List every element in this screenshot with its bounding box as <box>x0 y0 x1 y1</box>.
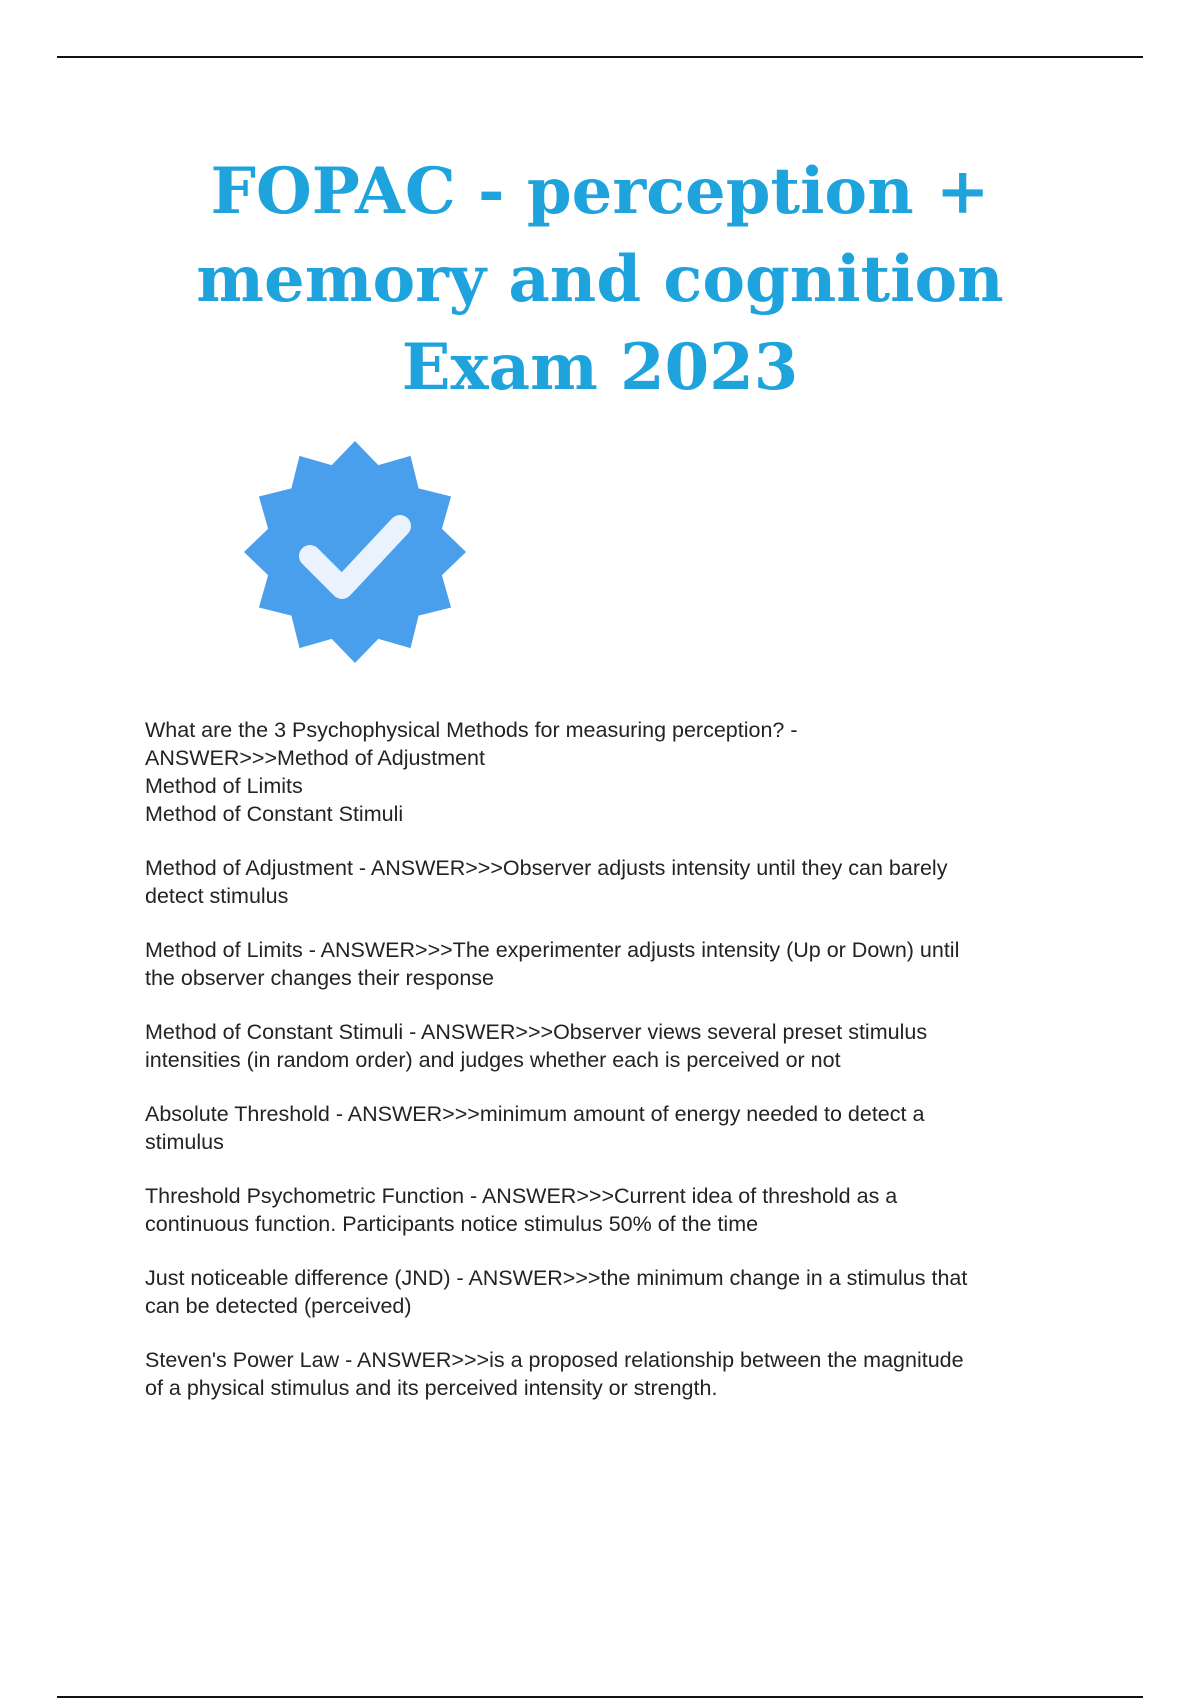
qa-entry-line: ANSWER>>>Method of Adjustment <box>145 746 485 770</box>
qa-entry-line: Method of Adjustment - ANSWER>>>Observer adjusts intensity until they can barely <box>145 856 948 880</box>
qa-entry-line: Method of Constant Stimuli <box>145 802 404 826</box>
verified-check-badge-graphic <box>242 440 468 664</box>
badge-star-shape <box>244 441 466 663</box>
qa-entry <box>145 1346 1085 1402</box>
qa-entry-line: of a physical stimulus and its perceived intensity or strength. <box>145 1376 718 1400</box>
qa-entry-line: stimulus <box>145 1130 224 1154</box>
qa-entry <box>145 1100 1085 1156</box>
qa-entry-line: continuous function. Participants notice stimulus 50% of the time <box>145 1212 759 1236</box>
qa-entry <box>145 716 1085 828</box>
qa-entry-line: Absolute Threshold - ANSWER>>>minimum amount of energy needed to detect a <box>145 1102 925 1126</box>
title-line: Exam 2023 <box>401 330 799 405</box>
qa-entry-line: Steven's Power Law - ANSWER>>>is a proposed relationship between the magnitude <box>145 1348 964 1372</box>
document-title <box>0 148 1200 412</box>
qa-entry <box>145 854 1085 910</box>
qa-entry-line: Just noticeable difference (JND) - ANSWER>>>the minimum change in a stimulus that <box>145 1266 968 1290</box>
qa-entry-line: detect stimulus <box>145 884 289 908</box>
qa-entry <box>145 1182 1085 1238</box>
qa-entry-line: the observer changes their response <box>145 966 494 990</box>
qa-entry-line: Method of Constant Stimuli - ANSWER>>>Observer views several preset stimulus <box>145 1020 928 1044</box>
qa-entry-line: Method of Limits <box>145 774 303 798</box>
qa-entry-line: Threshold Psychometric Function - ANSWER>>>Current idea of threshold as a <box>145 1184 898 1208</box>
top-rule <box>57 56 1143 58</box>
title-line: memory and cognition <box>196 242 1004 317</box>
qa-list <box>145 716 1085 1428</box>
qa-entry-line: What are the 3 Psychophysical Methods for measuring perception? - <box>145 718 798 742</box>
title-line: FOPAC - perception + <box>210 154 990 229</box>
qa-entry-line: can be detected (perceived) <box>145 1294 412 1318</box>
verified-check-badge-icon <box>242 440 468 664</box>
qa-entry <box>145 936 1085 992</box>
bottom-rule <box>57 1696 1143 1698</box>
qa-entry-line: intensities (in random order) and judges whether each is perceived or not <box>145 1048 841 1072</box>
qa-entry <box>145 1264 1085 1320</box>
qa-entry <box>145 1018 1085 1074</box>
qa-entry-line: Method of Limits - ANSWER>>>The experimenter adjusts intensity (Up or Down) until <box>145 938 960 962</box>
